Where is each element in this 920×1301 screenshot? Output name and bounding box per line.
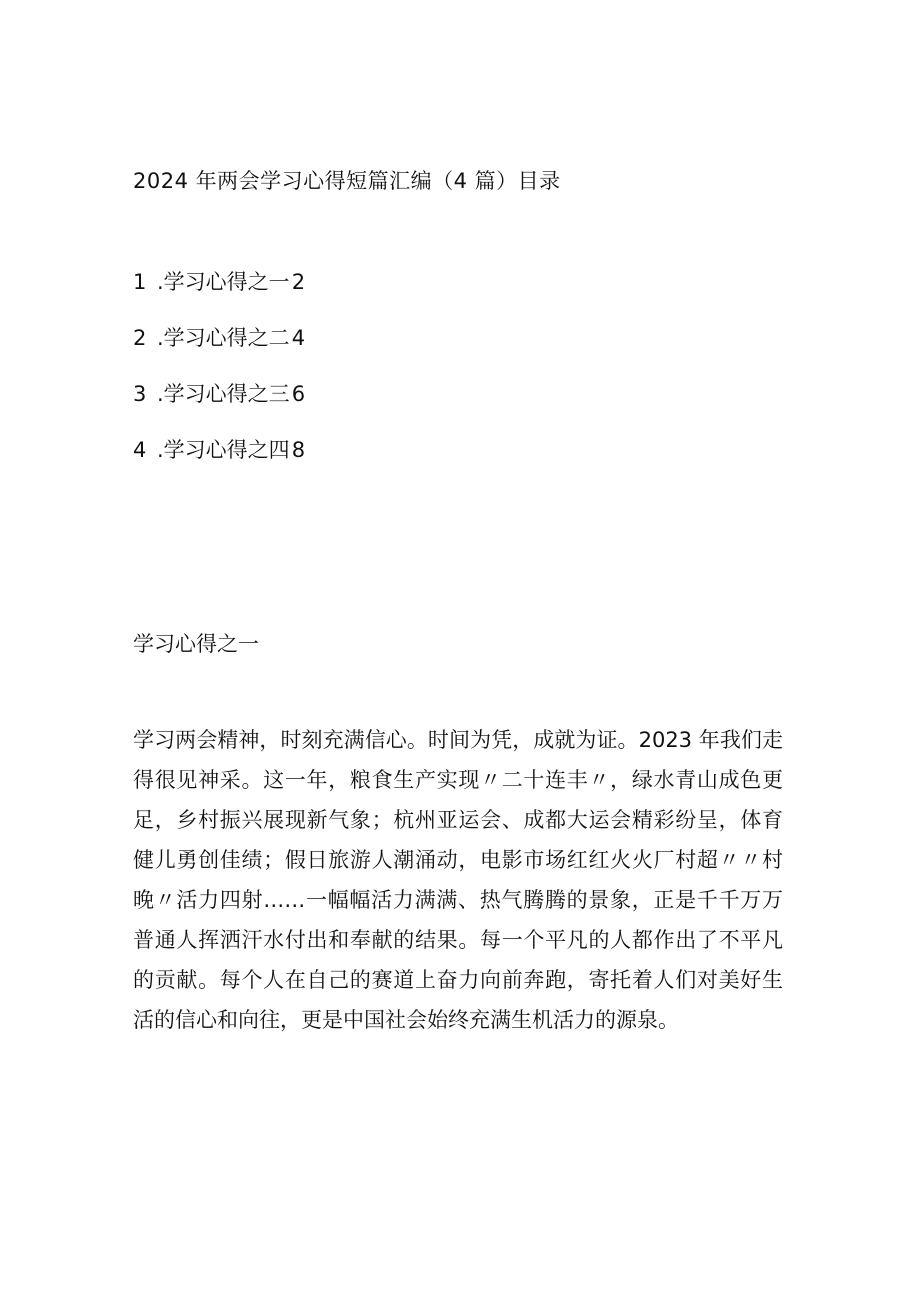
- toc-item-page: 2: [291, 270, 306, 294]
- toc-item-label: .学习心得之四: [157, 438, 290, 462]
- toc-item-number: 4: [133, 438, 147, 462]
- toc-item: [133, 322, 305, 378]
- toc-item-number: 2: [133, 326, 147, 350]
- toc-item: [133, 434, 305, 490]
- toc-item-number: 3: [133, 382, 147, 406]
- section-heading: 学习心得之一: [133, 632, 259, 656]
- toc-item-label: .学习心得之三: [157, 382, 290, 406]
- toc-item: [133, 266, 305, 322]
- toc-item-number: 1: [133, 270, 147, 294]
- table-of-contents: [133, 266, 305, 490]
- toc-item: [133, 378, 305, 434]
- toc-item-label: .学习心得之二: [157, 326, 290, 350]
- toc-item-page: 4: [291, 326, 306, 350]
- toc-item-label: .学习心得之一: [157, 270, 290, 294]
- toc-item-page: 6: [291, 382, 306, 406]
- document-title: 2024 年两会学习心得短篇汇编（4 篇）目录: [133, 169, 561, 193]
- toc-item-page: 8: [291, 438, 306, 462]
- body-paragraph: 学习两会精神，时刻充满信心。时间为凭，成就为证。2023 年我们走得很见神采。这一年，粮食生产实现〃二十连丰〃，绿水青山成色更足，乡村振兴展现新气象；杭州亚运会、成都大运会精彩纷呈，体育健儿勇创佳绩；假日旅游人潮涌动，电影市场红红火火厂村超〃〃村晚〃活力四射……一幅幅活力满满、热气腾腾的景象，正是千千万万普通人挥洒汗水付出和奉献的结果。每一个平凡的人都作出了不平凡的贡献。每个人在自己的赛道上奋力向前奔跑，寄托着人们对美好生活的信心和向往，更是中国社会始终充满生机活力的源泉。: [133, 728, 783, 1032]
